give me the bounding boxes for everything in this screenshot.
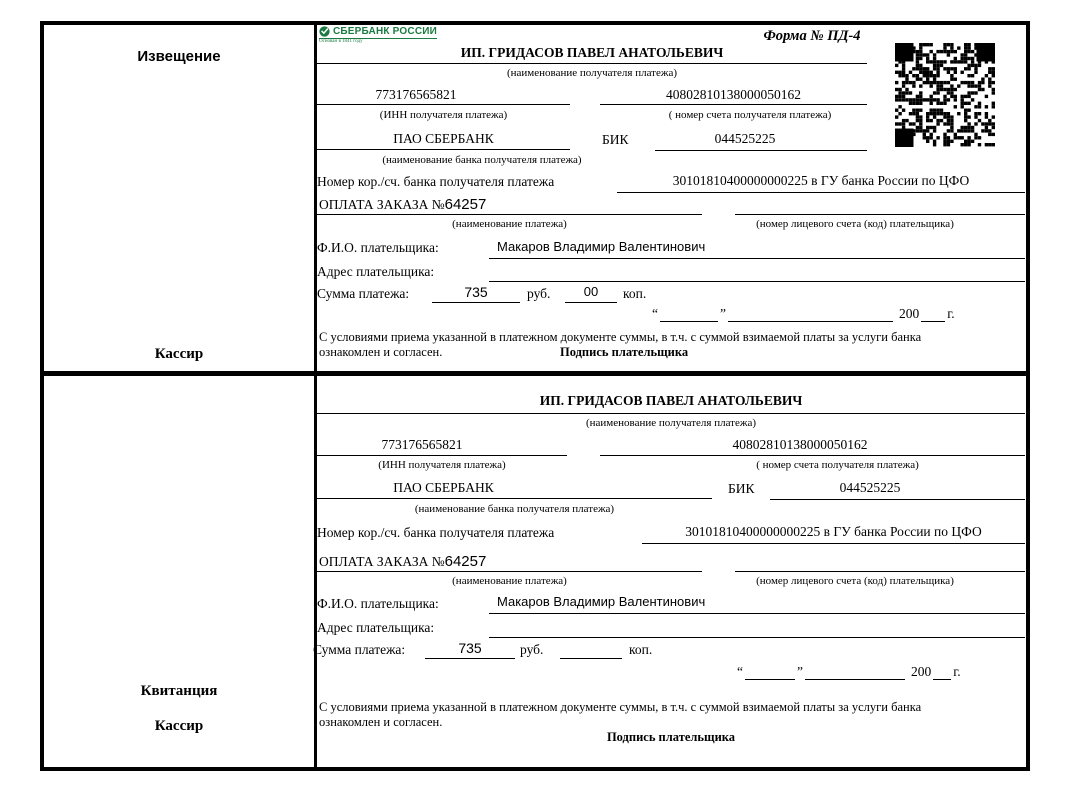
field-line xyxy=(432,302,520,303)
field-line xyxy=(642,543,1025,544)
field-line xyxy=(560,658,622,659)
sberbank-logo-row xyxy=(319,26,437,39)
inn-value: 773176565821 xyxy=(375,87,457,102)
open-quote: “ xyxy=(737,664,743,679)
section-divider xyxy=(44,371,1026,376)
bik-value: 044525225 xyxy=(714,131,776,146)
payer-name-label: Ф.И.О. плательщика: xyxy=(317,596,439,611)
field-line xyxy=(425,658,515,659)
receipt-stub xyxy=(44,377,314,767)
bank-logo-name: СБЕРБАНК РОССИИ xyxy=(333,26,438,37)
field-line xyxy=(565,302,617,303)
payment-caption: (наименование платежа) xyxy=(452,575,567,587)
receipt-label: Квитанция xyxy=(140,683,218,699)
amount-label: Сумма платежа: xyxy=(313,642,406,657)
payer-name-value: Макаров Владимир Валентинович xyxy=(497,594,706,609)
payer-name-label: Ф.И.О. плательщика: xyxy=(317,240,439,255)
field-line xyxy=(655,150,867,151)
sberbank-logo xyxy=(319,26,437,44)
bik-label: БИК xyxy=(728,481,755,496)
notice-section xyxy=(317,25,1026,371)
date-line xyxy=(737,664,961,680)
qr-code xyxy=(895,43,995,147)
account-value: 40802810138000050162 xyxy=(666,87,801,102)
payment-name xyxy=(319,553,486,570)
account-caption: ( номер счета получателя платежа) xyxy=(668,109,832,121)
payer-address-label: Адрес плательщика: xyxy=(317,264,435,279)
bik-label: БИК xyxy=(602,132,629,147)
rub-label: руб. xyxy=(520,642,544,657)
amount-rub-value: 735 xyxy=(464,284,488,300)
amount-rub-value: 735 xyxy=(458,640,482,656)
bik-value: 044525225 xyxy=(839,480,901,495)
inn-value: 773176565821 xyxy=(381,437,463,452)
year-line xyxy=(933,665,951,680)
inn-caption: (ИНН получателя платежа) xyxy=(378,459,506,471)
field-line xyxy=(317,571,702,572)
payee-caption: (наименование получателя платежа) xyxy=(585,417,757,429)
amount-label: Сумма платежа: xyxy=(317,286,410,301)
form-frame xyxy=(40,21,1030,771)
date-day-line xyxy=(660,307,718,322)
bank-caption: (наименование банка получателя платежа) xyxy=(382,154,582,166)
bank-name: ПАО СБЕРБАНК xyxy=(393,480,494,495)
rub-label: руб. xyxy=(527,286,551,301)
field-line xyxy=(617,192,1025,193)
order-number: 64257 xyxy=(444,196,487,213)
corr-account-value: 30101810400000000225 в ГУ банка России по ЦФО xyxy=(685,524,982,539)
field-line xyxy=(317,149,570,150)
field-line xyxy=(600,104,867,105)
date-month-line xyxy=(805,665,905,680)
notice-stub xyxy=(44,25,314,371)
personal-account-caption: (номер лицевого счета (код) плательщика) xyxy=(756,218,954,230)
receipt-section xyxy=(313,377,1026,767)
field-line xyxy=(489,258,1025,259)
bank-caption: (наименование банка получателя платежа) xyxy=(414,503,615,515)
cashier-label-notice: Кассир xyxy=(154,346,204,362)
date-month-line xyxy=(728,307,893,322)
kop-label: коп. xyxy=(629,642,653,657)
corr-account-label: Номер кор./сч. банка получателя платежа xyxy=(317,174,555,189)
date-line xyxy=(652,306,955,322)
year-prefix: 200 xyxy=(899,306,920,321)
field-line xyxy=(770,499,1025,500)
account-caption: ( номер счета получателя платежа) xyxy=(756,459,919,471)
form-number: Форма № ПД-4 xyxy=(763,28,861,44)
payment-name xyxy=(319,196,486,213)
agreement-line2: ознакомлен и согласен. xyxy=(319,715,443,729)
agreement-line1: С условиями приема указанной в платежном документе суммы, в т.ч. с суммой взимаемой платы за услуги банка xyxy=(319,700,922,714)
field-line xyxy=(317,413,1025,414)
open-quote: “ xyxy=(652,306,658,321)
amount-kop-value: 00 xyxy=(583,284,599,299)
field-line xyxy=(735,214,1025,215)
close-quote: ” xyxy=(720,306,726,321)
personal-account-caption: (номер лицевого счета (код) плательщика) xyxy=(756,575,954,587)
cashier-label-receipt: Кассир xyxy=(154,718,204,734)
close-quote: ” xyxy=(797,664,803,679)
agreement-line2: ознакомлен и согласен. xyxy=(319,345,443,359)
year-suffix: г. xyxy=(947,306,955,321)
field-line xyxy=(317,455,567,456)
payment-prefix: ОПЛАТА ЗАКАЗА № xyxy=(319,554,445,569)
year-line xyxy=(921,307,945,322)
payee-name: ИП. ГРИДАСОВ ПАВЕЛ АНАТОЛЬЕВИЧ xyxy=(539,393,803,408)
signature-label: Подпись плательщика xyxy=(606,730,736,744)
payer-address-label: Адрес плательщика: xyxy=(317,620,435,635)
signature-label: Подпись плательщика xyxy=(560,345,689,359)
inn-caption: (ИНН получателя платежа) xyxy=(379,109,508,121)
year-suffix: г. xyxy=(953,664,961,679)
field-line xyxy=(317,63,867,64)
corr-account-value: 30101810400000000225 в ГУ банка России по ЦФО xyxy=(672,173,970,188)
payee-name: ИП. ГРИДАСОВ ПАВЕЛ АНАТОЛЬЕВИЧ xyxy=(460,45,724,60)
bank-logo-tagline: Основан в 1841 году xyxy=(319,39,363,44)
order-number: 64257 xyxy=(444,553,487,570)
bank-name: ПАО СБЕРБАНК xyxy=(393,131,494,146)
field-line xyxy=(317,214,702,215)
corr-account-label: Номер кор./сч. банка получателя платежа xyxy=(317,525,555,540)
payee-caption: (наименование получателя платежа) xyxy=(506,67,678,79)
field-line xyxy=(317,498,712,499)
field-line xyxy=(489,613,1025,614)
field-line xyxy=(735,571,1025,572)
field-line xyxy=(489,637,1025,638)
agreement-line1: С условиями приема указанной в платежном документе суммы, в т.ч. с суммой взимаемой платы за услуги банка xyxy=(319,330,922,344)
year-prefix: 200 xyxy=(911,664,932,679)
sberbank-icon xyxy=(319,26,330,37)
field-line xyxy=(317,104,570,105)
notice-label: Извещение xyxy=(137,48,221,65)
payment-caption: (наименование платежа) xyxy=(452,218,567,230)
kop-label: коп. xyxy=(623,286,647,301)
date-day-line xyxy=(745,665,795,680)
field-line xyxy=(489,281,1025,282)
payment-prefix: ОПЛАТА ЗАКАЗА № xyxy=(319,197,445,212)
account-value: 40802810138000050162 xyxy=(732,437,868,452)
field-line xyxy=(600,455,1025,456)
payer-name-value: Макаров Владимир Валентинович xyxy=(497,239,706,254)
